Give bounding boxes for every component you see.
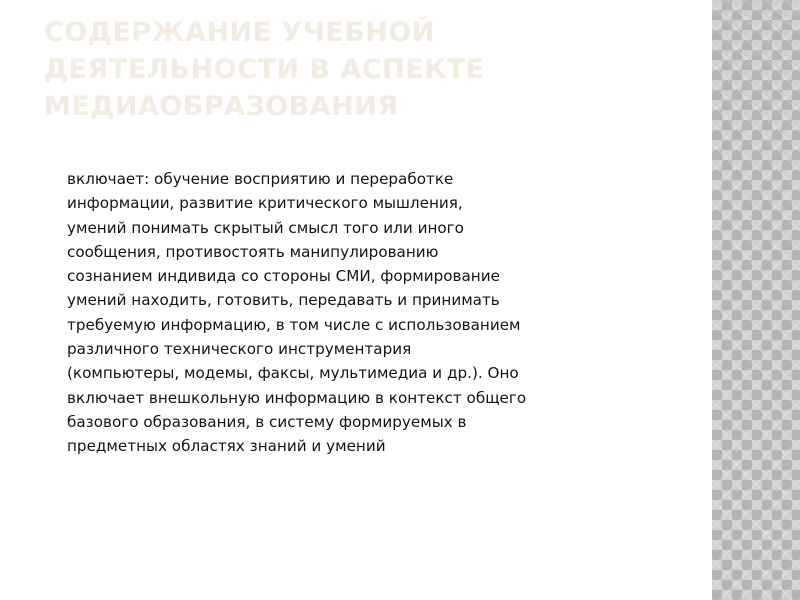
slide-body-text: включает: обучение восприятию и переработке информации, развитие критического мышления, умений понимать скрытый смысл того или иного сообщения, противостоять манипулированию сознанием индивида со стороны СМИ, формирование умений находить, готовить, передавать и принимать требуемую информацию, в том числе с использованием различного технического инструментария (компьютеры, модемы, факсы, мультимедиа и др.). Оно включает внешкольную информацию в контекст общего базового образования, в систему формируемых в предметных областях знаний и умений [67, 170, 527, 456]
decorative-pattern-overlay [712, 0, 800, 600]
slide-title: СОДЕРЖАНИЕ УЧЕБНОЙ ДЕЯТЕЛЬНОСТИ В АСПЕКТЕ МЕДИАОБРАЗОВАНИЯ [44, 17, 485, 122]
